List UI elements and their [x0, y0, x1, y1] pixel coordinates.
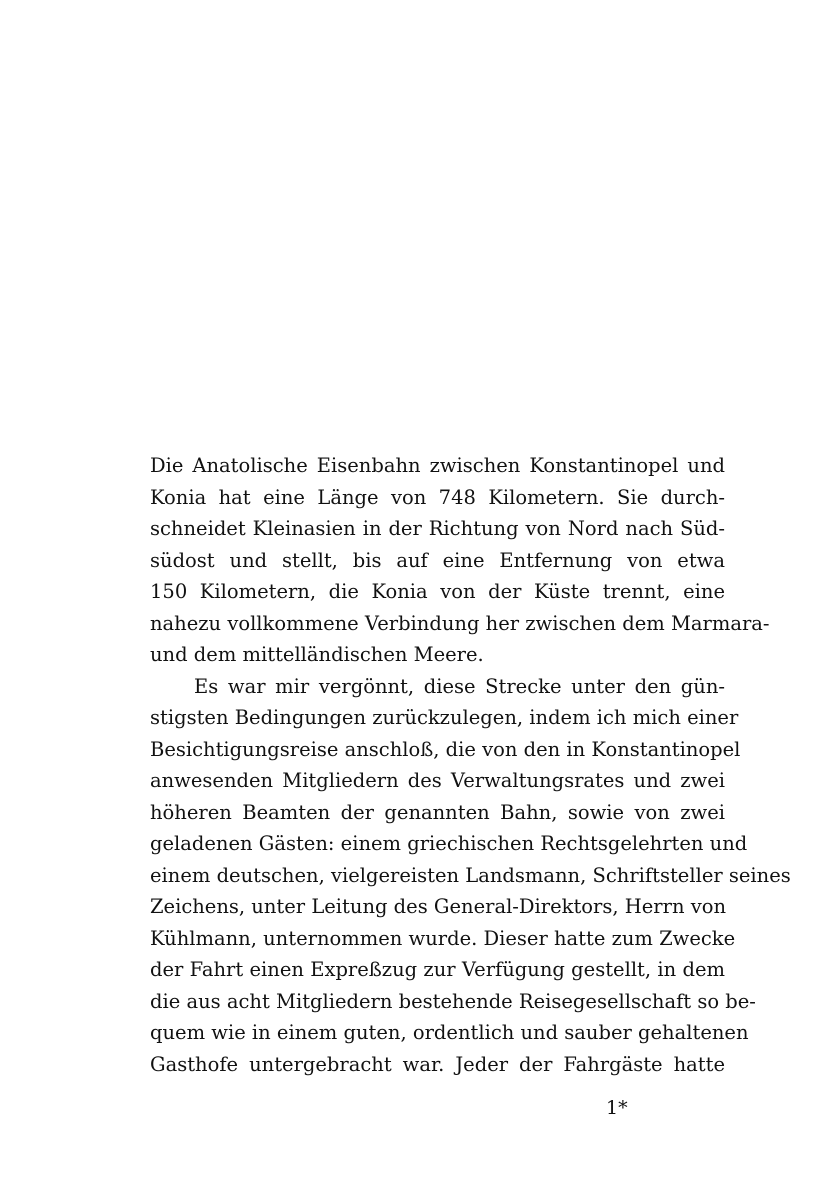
text-line: stigsten Bedingungen zurückzulegen, indem ich mich einer: [150, 706, 739, 729]
text-line: südost und stellt, bis auf eine Entfernung von etwa: [150, 548, 725, 572]
text-line: anwesenden Mitgliedern des Verwaltungsrates und zwei: [150, 769, 725, 792]
page-number: 1*: [606, 1097, 628, 1119]
text-line: höheren Beamten der genannten Bahn, sowie von zwei: [150, 800, 725, 824]
text-line: quem wie in einem guten, ordentlich und sauber gehaltenen: [150, 1021, 749, 1044]
text-line: die aus acht Mitgliedern bestehende Reisegesellschaft so be-: [150, 989, 756, 1013]
text-line: Zeichens, unter Leitung des General-Direktors, Herrn von: [150, 895, 727, 918]
text-line: und dem mittelländischen Meere.: [150, 643, 484, 666]
text-line: 150 Kilometern, die Konia von der Küste trennt, eine: [150, 580, 725, 603]
text-line: Es war mir vergönnt, diese Strecke unter den gün-: [194, 674, 725, 698]
text-line: Kühlmann, unternommen wurde. Dieser hatte zum Zwecke: [150, 926, 736, 950]
text-line: schneidet Kleinasien in der Richtung von Nord nach Süd-: [150, 517, 725, 540]
text-line: geladenen Gästen: einem griechischen Rechtsgelehrten und: [150, 832, 748, 855]
text-line: der Fahrt einen Expreßzug zur Verfügung gestellt, in dem: [150, 958, 725, 981]
text-line: Die Anatolische Eisenbahn zwischen Konstantinopel und: [150, 454, 725, 477]
text-line: einem deutschen, vielgereisten Landsmann, Schriftsteller seines: [150, 863, 791, 887]
text-line: nahezu vollkommene Verbindung her zwischen dem Marmara-: [150, 611, 770, 635]
body-text: [150, 450, 791, 1080]
text-line: Gasthofe untergebracht war. Jeder der Fahrgäste hatte: [150, 1052, 725, 1076]
text-line: Konia hat eine Länge von 748 Kilometern. Sie durch-: [150, 485, 725, 509]
text-line: Besichtigungsreise anschloß, die von den in Konstantinopel: [150, 737, 741, 761]
